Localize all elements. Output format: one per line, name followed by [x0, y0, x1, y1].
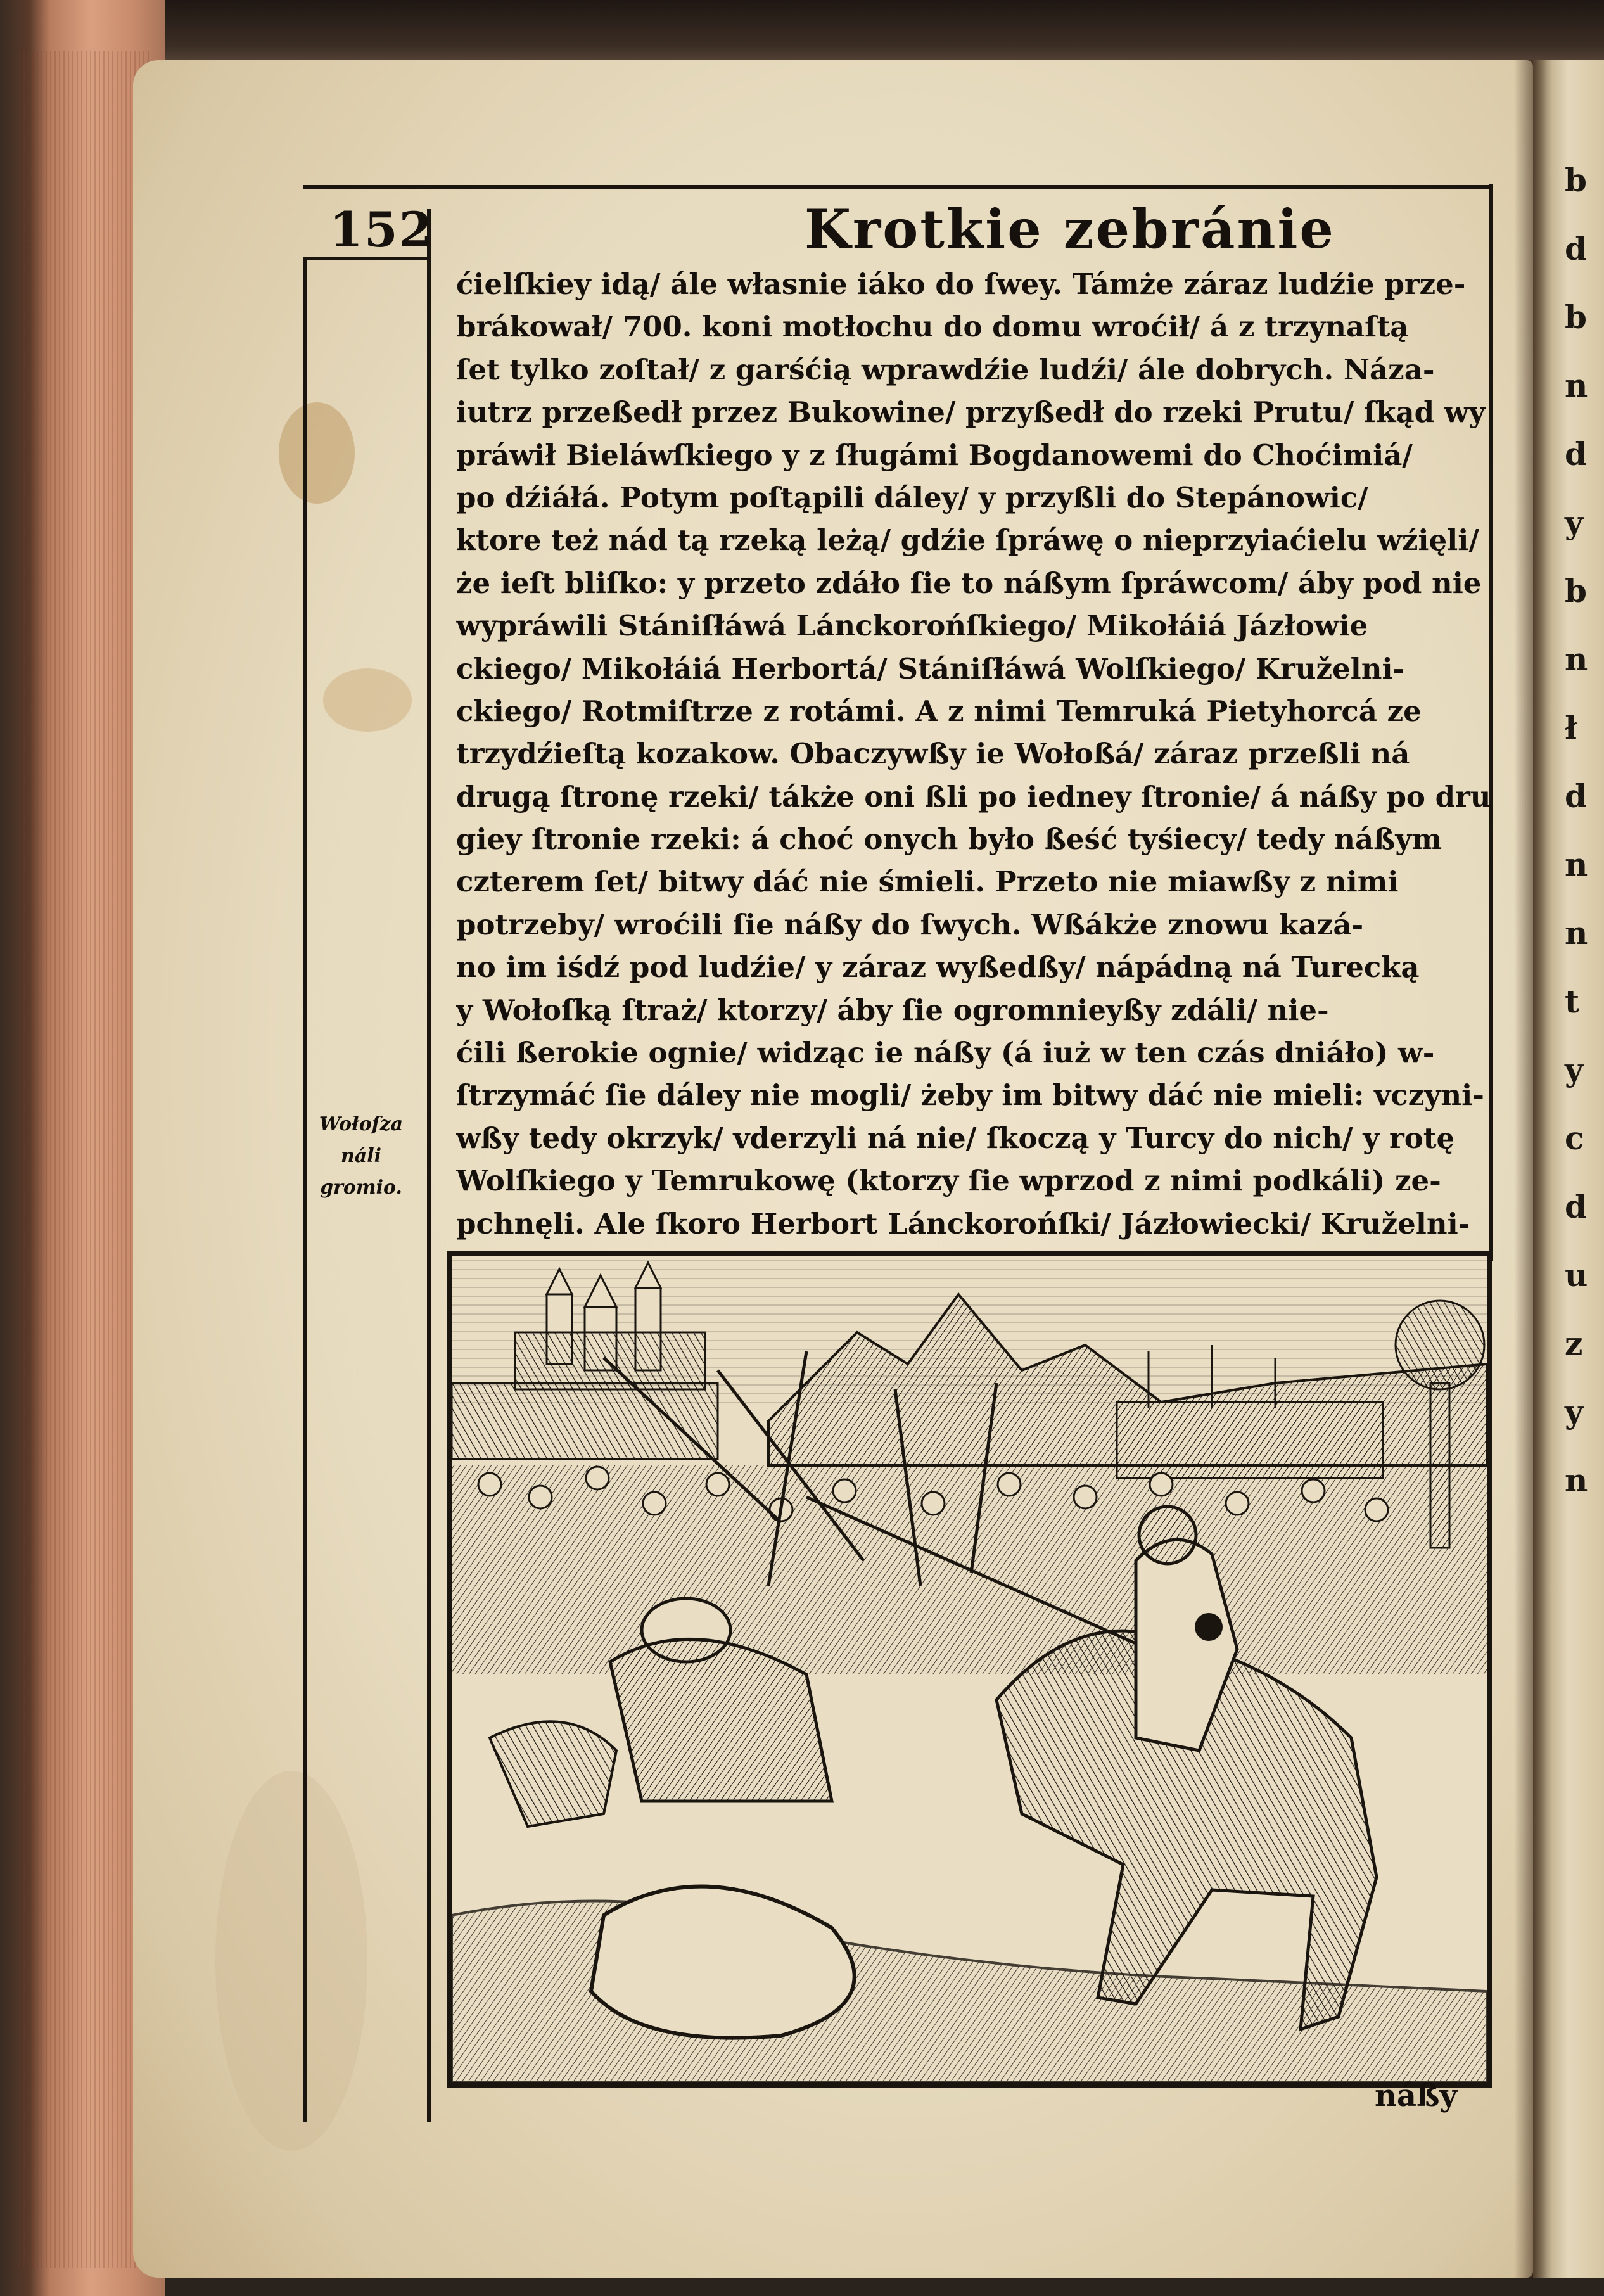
spear-rows-left	[452, 1383, 718, 1459]
marginal-note-line-1: Wołoſza náli	[319, 1113, 404, 1167]
text-line: potrzeby/ wroćili ſie náßy do ſwych. Wßákże znowu kazá-	[456, 907, 1364, 941]
text-line: wypráwili Stániſłáwá Lánckorońſkiego/ Mikołáiá Jázłowie	[456, 609, 1368, 643]
text-line: pchnęli. Ale ſkoro Herbort Lánckorońſki/ Jázłowiecki/ Kruželni-	[456, 1206, 1470, 1240]
facing-page-char: b	[1565, 572, 1587, 609]
woodcut-illustration	[447, 1251, 1492, 2088]
facing-page-char: y	[1565, 1393, 1584, 1431]
text-line: y Wołoſką ſtraż/ ktorzy/ áby ſie ogromnieyßy zdáli/ nie-	[456, 993, 1329, 1027]
facing-page-char: c	[1565, 1119, 1584, 1157]
text-line: Wolſkiego y Temrukowę (ktorzy ſie wprzod z nimi podkáli) ze-	[456, 1164, 1441, 1198]
text-line: ckiego/ Mikołáiá Herbortá/ Stániſłáwá Wolſkiego/ Kruželni-	[456, 651, 1405, 686]
battle-scene	[452, 1256, 1487, 2082]
text-line: ckiego/ Rotmiſtrze z rotámi. A z nimi Temruká Pietyhorcá ze	[456, 694, 1422, 728]
text-line: czterem ſet/ bitwy dáć nie śmieli. Przeto nie miawßy z nimi	[456, 865, 1399, 899]
facing-page-char: n	[1565, 1462, 1588, 1499]
text-line: no im iśdź pod ludźie/ y záraz wyßedßy/ nápádną ná Turecką	[456, 950, 1420, 985]
facing-page-char: d	[1565, 1188, 1587, 1225]
facing-page-char: ł	[1565, 709, 1577, 746]
facing-page-char: d	[1565, 435, 1587, 473]
text-line: po dźiáłá. Potym poſtąpili dáley/ y przyßli do Stepánowic/	[456, 480, 1368, 514]
catchword: náßy	[1375, 2078, 1458, 2114]
facing-page-char: z	[1565, 1325, 1583, 1362]
facing-page-char: n	[1565, 641, 1588, 678]
text-line: giey ſtronie rzeki: á choć onych było ßeść tyśiecy/ tedy náßym	[456, 822, 1442, 857]
facing-page-char: u	[1565, 1256, 1588, 1294]
facing-page-char: n	[1565, 846, 1588, 883]
text-line: drugą ſtronę rzeki/ tákże oni ßli po iedney ſtronie/ á náßy po dru	[456, 779, 1491, 813]
text-line: brákował/ 700. koni motłochu do domu wroćił/ á z trzynaſtą	[456, 310, 1409, 344]
margin-rule-inner	[427, 209, 431, 2122]
running-head: Krotkie zebránie	[805, 198, 1335, 260]
facing-page-char: y	[1565, 1051, 1584, 1088]
facing-page-char: b	[1565, 298, 1587, 336]
text-line: práwił Bieláwſkiego y z ſługámi Bogdanowemi do Choćimiá/	[456, 438, 1413, 472]
text-line: ktore też nád tą rzeką leżą/ gdźie ſpráwę o nieprzyiaćielu wźięli/	[456, 523, 1479, 558]
facing-page-char: d	[1565, 230, 1587, 267]
text-line: ćielſkiey idą/ ále własnie iáko do ſwey. Támże záraz ludźie prze-	[456, 267, 1466, 301]
header-rule	[303, 185, 1493, 189]
text-line: ćili ßerokie ognie/ widząc ie náßy (á iuż w ten czás dniáło) w-	[456, 1036, 1435, 1070]
facing-page-char: d	[1565, 777, 1587, 815]
text-line: trzydźieſtą kozakow. Obaczywßy ie Wołoßá/ záraz przeßli ná	[456, 737, 1410, 771]
marginal-note	[298, 1109, 424, 1204]
facing-page-char: y	[1565, 504, 1584, 541]
page-edge-lines	[19, 51, 152, 2268]
text-line: iutrz przeßedł przez Bukowine/ przyßedł do rzeki Prutu/ ſkąd wy	[456, 395, 1486, 430]
facing-page-char: b	[1565, 162, 1587, 199]
marginal-note-line-2: gromio.	[320, 1177, 402, 1199]
page-gutter-shadow	[1514, 60, 1552, 2278]
text-line: że ieſt bliſko: y przeto zdáło ſie to náßym ſpráwcom/ áby pod nie	[456, 566, 1482, 600]
facing-page-char: n	[1565, 914, 1588, 952]
facing-page-char: t	[1565, 983, 1580, 1020]
text-line: ſtrzymáć ſie dáley nie mogli/ żeby im bitwy dáć nie mieli: vczyni-	[456, 1078, 1484, 1113]
page-number: 152	[329, 201, 434, 258]
facing-page-text	[1565, 162, 1603, 2065]
facing-page-char: n	[1565, 367, 1588, 404]
text-line: wßy tedy okrzyk/ vderzyli ná nie/ ſkoczą y Turcy do nich/ y rotę	[456, 1121, 1455, 1155]
body-text	[456, 263, 1495, 1287]
text-line: ſet tylko zoſtał/ z garśćią wprawdźie ludźi/ ále dobrych. Náza-	[456, 352, 1435, 386]
